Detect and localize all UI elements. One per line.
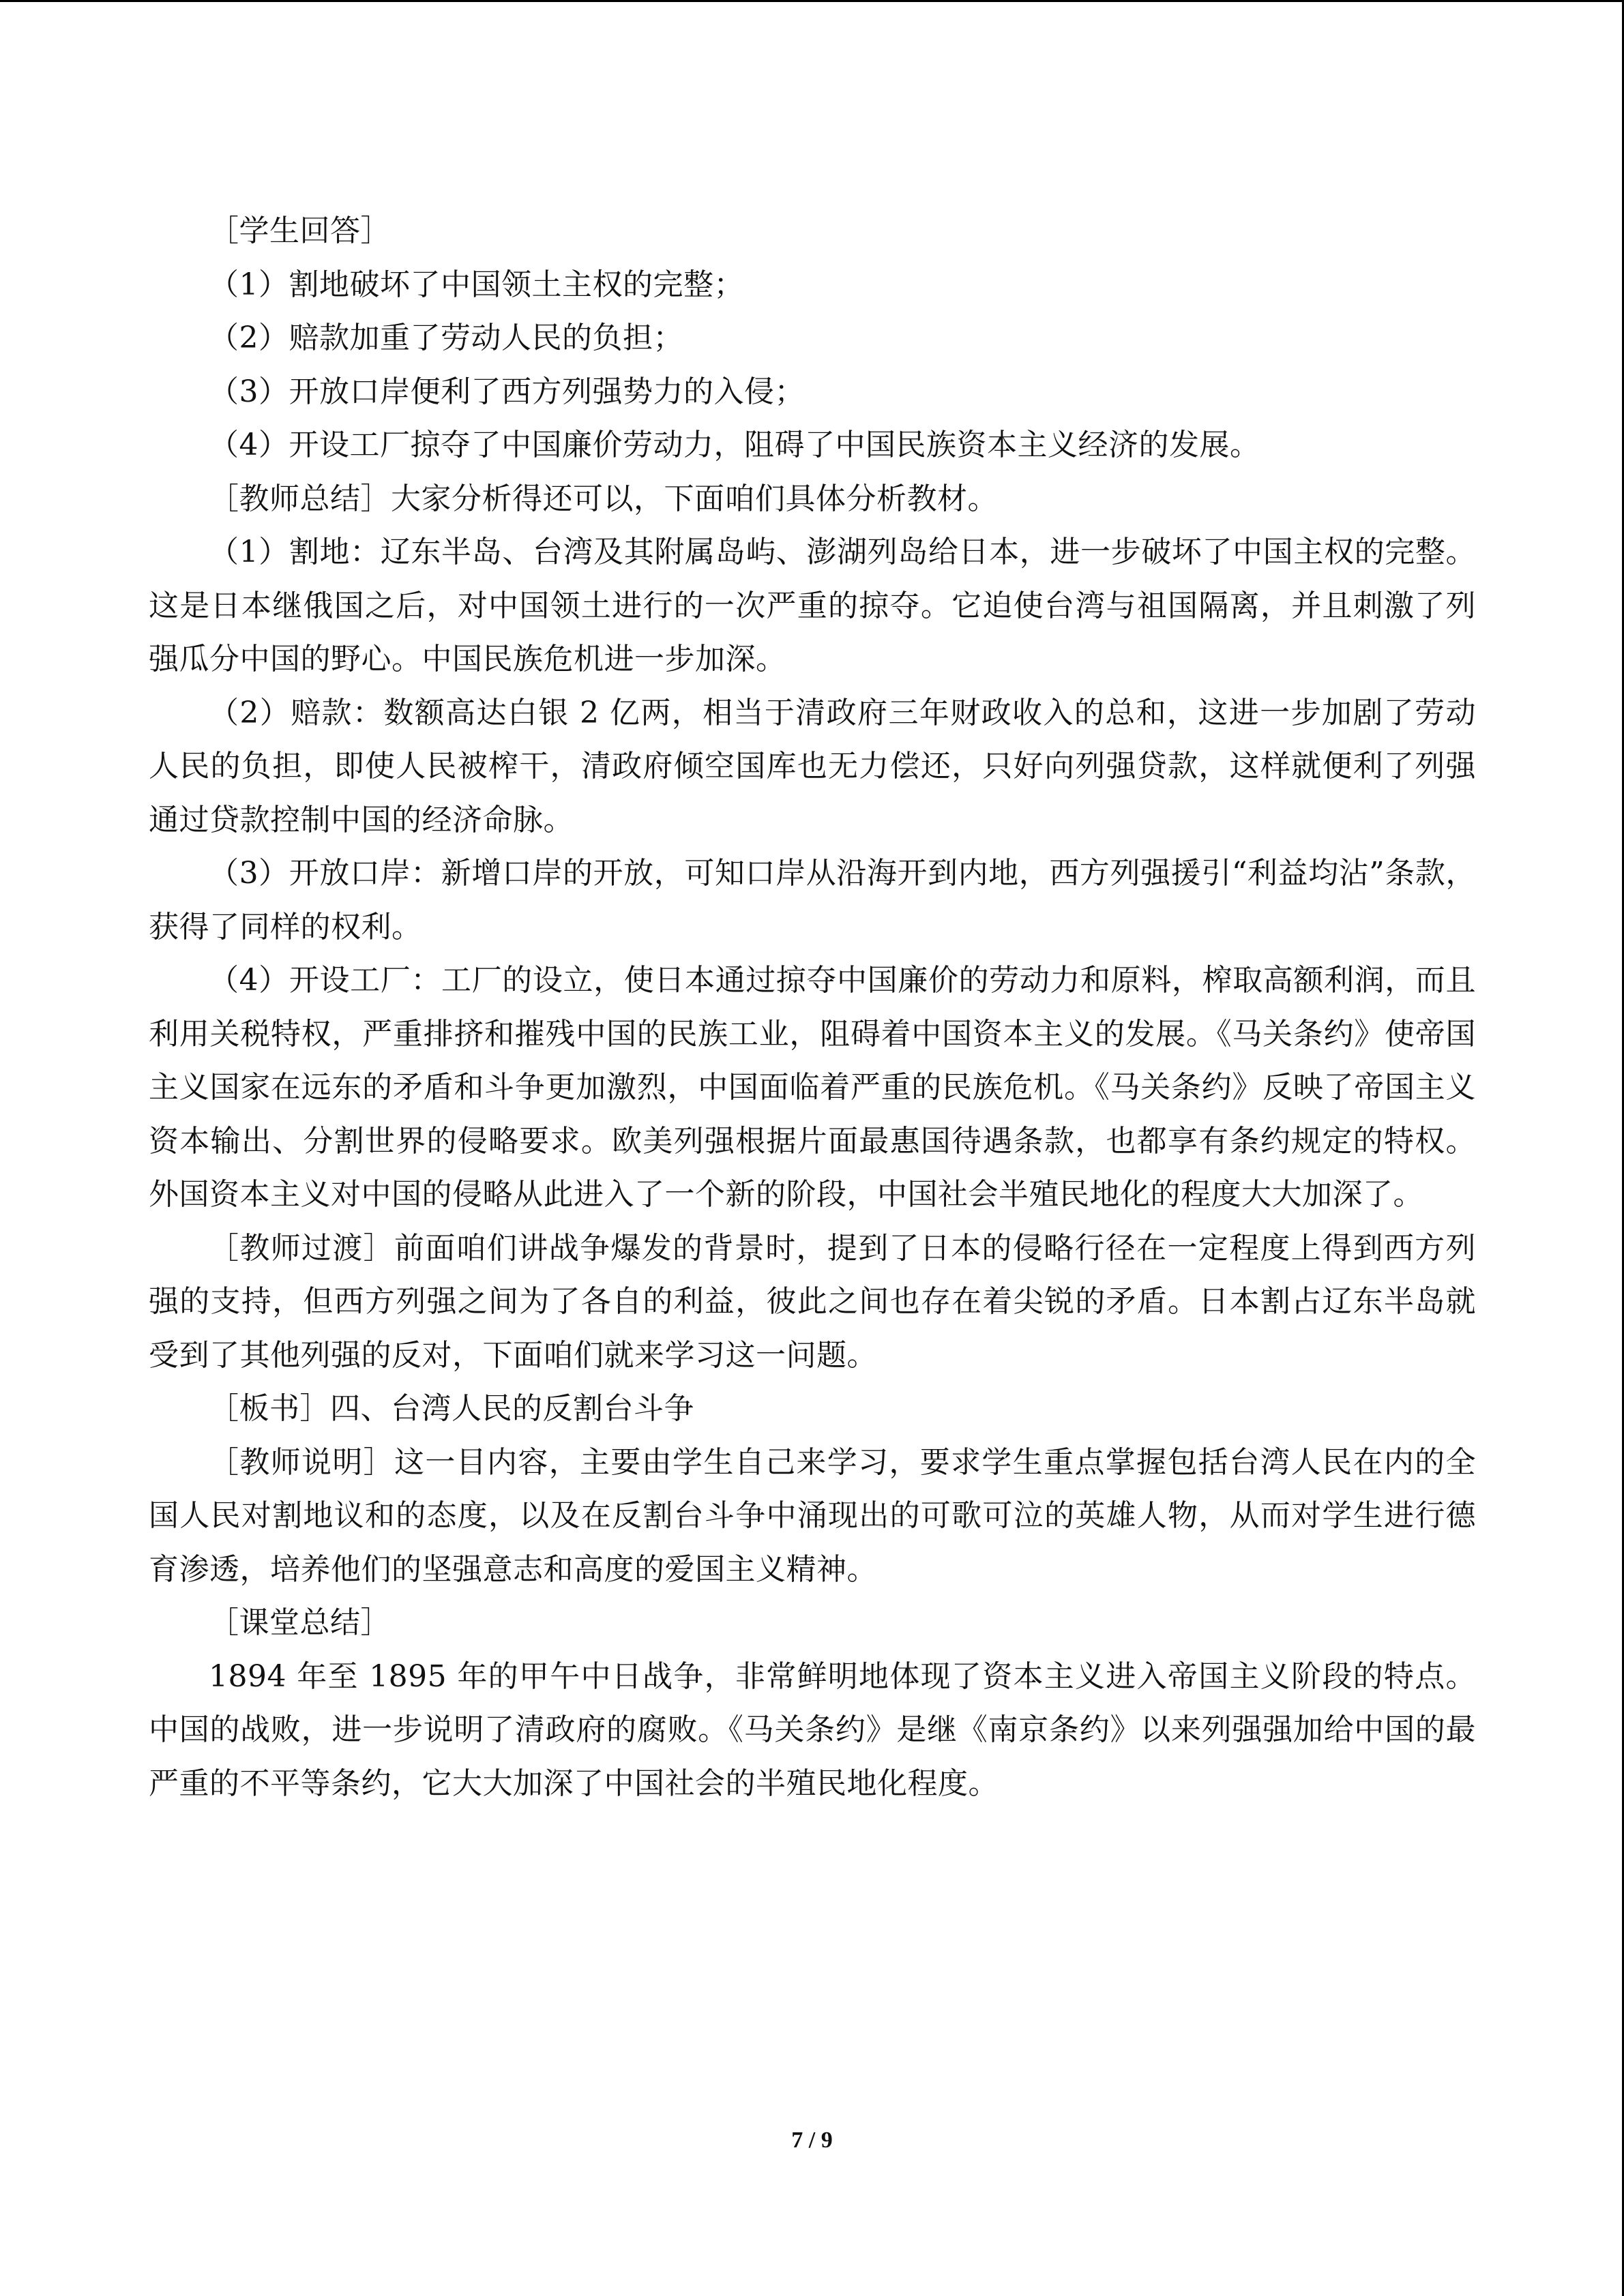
paragraph-blackboard: ［板书］四、台湾人民的反割台斗争 [209,1391,694,1426]
paragraph-analysis-factories: （4）开设工厂：工厂的设立，使日本通过掠夺中国廉价的劳动力和原料，榨取高额利润，而且利用关税特权，严重排挤和摧残中国的民族工业，阻碍着中国资本主义的发展。《马关条约》使帝国主义国家在远东的矛盾和斗争更加激烈，中国面临着严重的民族危机。《马关条约》反映了帝国主义资本输出、分割世界的侵略要求。欧美列强根据片面最惠国待遇条款，也都享有条约规定的特权。外国资本主义对中国的侵略从此进入了一个新的阶段，中国社会半殖民地化的程度大大加深了。 [149,963,1476,1212]
paragraph-answer-4: （4）开设工厂掠夺了中国廉价劳动力，阻碍了中国民族资本主义经济的发展。 [209,428,1260,462]
paragraph-analysis-cession: （1）割地：辽东半岛、台湾及其附属岛屿、澎湖列岛给日本，进一步破坏了中国主权的完整。这是日本继俄国之后，对中国领土进行的一次严重的掠夺。它迫使台湾与祖国隔离，并且刺激了列强瓜分中国的野心。中国民族危机进一步加深。 [149,535,1476,676]
paragraph-analysis-ports: （3）开放口岸：新增口岸的开放，可知口岸从沿海开到内地，西方列强援引“利益均沾”条款，获得了同样的权利。 [149,856,1476,944]
paragraph-teacher-transition: ［教师过渡］前面咱们讲战争爆发的背景时，提到了日本的侵略行径在一定程度上得到西方列强的支持，但西方列强之间为了各自的利益，彼此之间也存在着尖锐的矛盾。日本割占辽东半岛就受到了其他列强的反对，下面咱们就来学习这一问题。 [149,1230,1476,1373]
page-border-top [0,0,1624,2]
paragraph-answer-3: （3）开放口岸便利了西方列强势力的入侵； [209,374,805,409]
page-number: 7 / 9 [791,2128,833,2153]
paragraph-analysis-indemnity: （2）赔款：数额高达白银 2 亿两，相当于清政府三年财政收入的总和，这进一步加剧了劳动人民的负担，即使人民被榨干，清政府倾空国库也无力偿还，只好向列强贷款，这样就便利了列强通过贷款控制中国的经济命脉。 [149,695,1476,837]
paragraph-class-summary: 1894 年至 1895 年的甲午中日战争，非常鲜明地体现了资本主义进入帝国主义阶段的特点。中国的战败，进一步说明了清政府的腐败。《马关条约》是继《南京条约》以来列强强加给中国的最严重的不平等条约，它大大加深了中国社会的半殖民地化程度。 [149,1658,1476,1801]
paragraph-answer-2: （2）赔款加重了劳动人民的负担； [209,320,683,355]
document-body [149,205,1476,1810]
paragraph-answer-1: （1）割地破坏了中国领土主权的完整； [209,267,744,302]
paragraph-student-answer-heading: ［学生回答］ [209,213,391,248]
paragraph-teacher-explanation: ［教师说明］这一目内容，主要由学生自己来学习，要求学生重点掌握包括台湾人民在内的全国人民对割地议和的态度，以及在反割台斗争中涌现出的可歌可泣的英雄人物，从而对学生进行德育渗透，培养他们的坚强意志和高度的爱国主义精神。 [149,1444,1476,1587]
paragraph-teacher-summary: ［教师总结］大家分析得还可以，下面咱们具体分析教材。 [209,481,998,516]
paragraph-class-summary-heading: ［课堂总结］ [209,1605,391,1640]
